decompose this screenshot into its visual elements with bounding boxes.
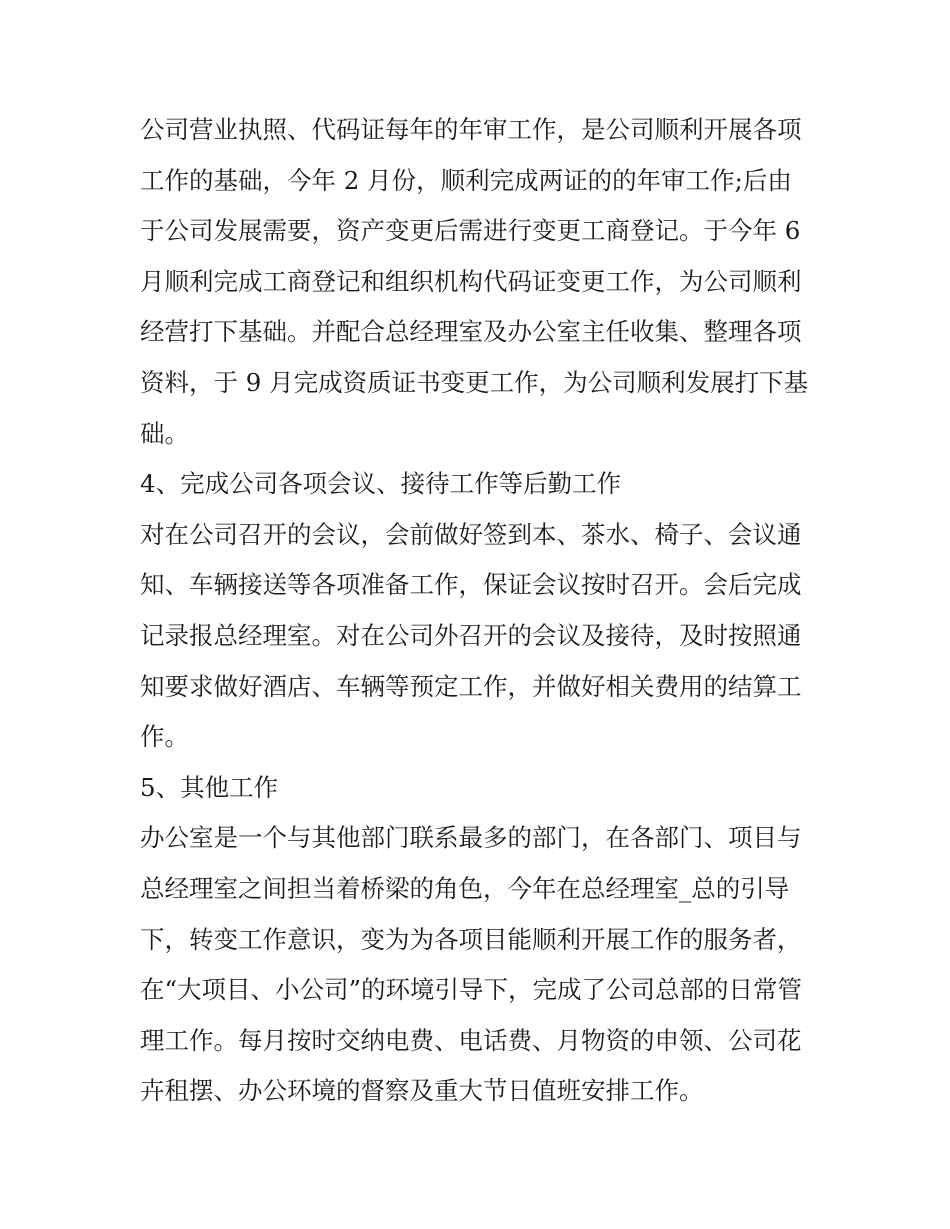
paragraph-line-13: 作。	[140, 722, 189, 752]
section-heading-4: 4、完成公司各项会议、接待工作等后勤工作	[140, 469, 622, 499]
paragraph-line-17: 下，转变工作意识，变为为各项目能顺利开展工作的服务者，	[140, 924, 802, 954]
paragraph-line-1: 公司营业执照、代码证每年的年审工作，是公司顺利开展各项	[140, 115, 802, 144]
paragraph-line-12: 知要求做好酒店、车辆等预定工作，并做好相关费用的结算工	[140, 671, 802, 701]
paragraph-line-2: 工作的基础，今年 2 月份，顺利完成两证的的年审工作;后由	[140, 165, 792, 195]
paragraph-line-10: 知、车辆接送等各项准备工作，保证会议按时召开。会后完成	[140, 570, 802, 600]
paragraph-line-20: 卉租摆、办公环境的督察及重大节日值班安排工作。	[140, 1076, 704, 1106]
paragraph-line-7: 础。	[140, 418, 189, 448]
paragraph-line-5: 经营打下基础。并配合总经理室及办公室主任收集、整理各项	[140, 317, 802, 347]
paragraph-line-16: 总经理室之间担当着桥梁的角色，今年在总经理室_总的引导	[140, 873, 790, 903]
paragraph-line-18: 在“大项目、小公司”的环境引导下，完成了公司总部的日常管	[140, 975, 803, 1005]
paragraph-line-4: 月顺利完成工商登记和组织机构代码证变更工作，为公司顺利	[140, 266, 802, 296]
paragraph-line-6: 资料，于 9 月完成资质证书变更工作，为公司顺利发展打下基	[140, 367, 809, 397]
paragraph-line-9: 对在公司召开的会议，会前做好签到本、茶水、椅子、会议通	[140, 519, 802, 549]
paragraph-line-15: 办公室是一个与其他部门联系最多的部门，在各部门、项目与	[140, 823, 802, 853]
section-heading-5: 5、其他工作	[140, 772, 279, 802]
paragraph-line-11: 记录报总经理室。对在公司外召开的会议及接待，及时按照通	[140, 620, 802, 650]
paragraph-line-3: 于公司发展需要，资产变更后需进行变更工商登记。于今年 6	[140, 216, 801, 246]
document-body	[140, 105, 820, 1117]
paragraph-line-19: 理工作。每月按时交纳电费、电话费、月物资的申领、公司花	[140, 1025, 802, 1055]
